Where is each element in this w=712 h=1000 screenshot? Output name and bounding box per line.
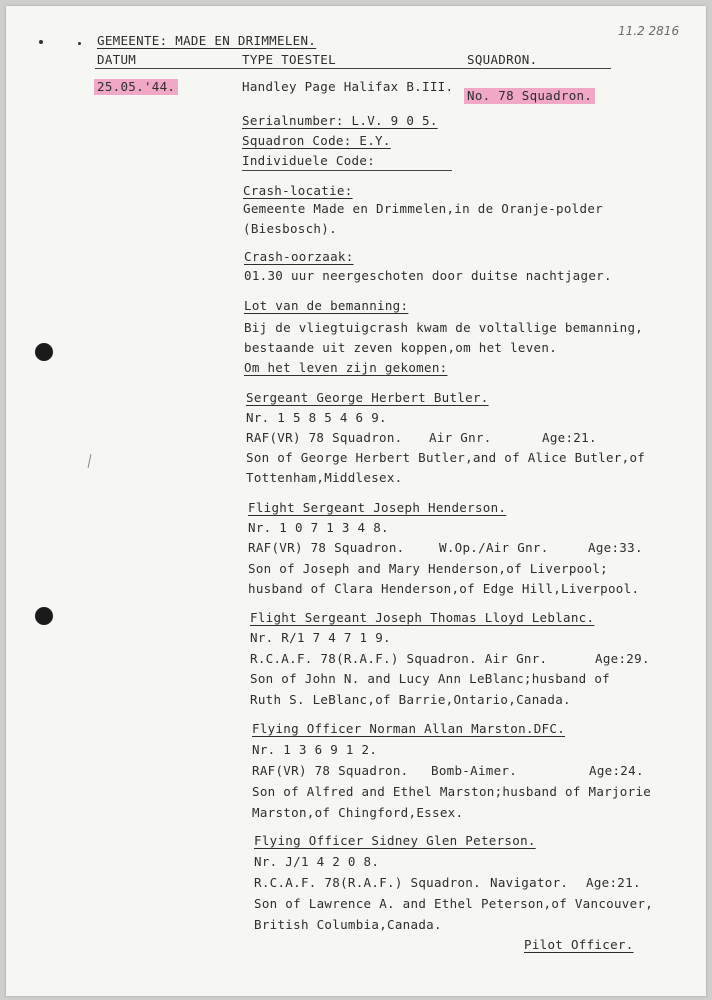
crew-age: Age:29. <box>595 651 650 666</box>
document-page <box>6 6 706 996</box>
continuation-footer: Pilot Officer. <box>524 937 634 952</box>
archive-number: 11.2 2816 <box>618 24 680 38</box>
column-type: TYPE TOESTEL <box>242 52 336 67</box>
column-datum: DATUM <box>97 52 137 67</box>
crash-location-line: Gemeente Made en Drimmelen,in de Oranje-polder <box>243 201 603 216</box>
crew-family: Son of John N. and Lucy Ann LeBlanc;husband of <box>250 671 610 686</box>
squadron-number: No. 78 Squadron. <box>464 88 595 104</box>
crash-cause-line: 01.30 uur neergeschoten door duitse nachtjager. <box>244 268 612 283</box>
squadron-code: Squadron Code: E.Y. <box>242 133 391 148</box>
crew-family: Marston,of Chingford,Essex. <box>252 805 464 820</box>
individual-code-line <box>242 170 452 171</box>
punch-hole <box>35 607 53 625</box>
crash-date: 25.05.'44. <box>94 79 178 95</box>
individual-code: Individuele Code: <box>242 153 376 168</box>
crew-name: Sergeant George Herbert Butler. <box>246 390 489 405</box>
crew-fate-line: Bij de vliegtuigcrash kwam de voltallige bemanning, <box>244 320 644 335</box>
aircraft-type: Handley Page Halifax B.III. <box>242 79 454 94</box>
crew-family: Son of George Herbert Butler,and of Alice Butler,of <box>246 450 646 465</box>
crew-family: Tottenham,Middlesex. <box>246 470 403 485</box>
crew-role: W.Op./Air Gnr. <box>439 540 549 555</box>
serial-number: Serialnumber: L.V. 9 0 5. <box>242 113 438 128</box>
punch-hole <box>35 343 53 361</box>
crash-cause-label: Crash-oorzaak: <box>244 249 354 264</box>
crew-family: Son of Joseph and Mary Henderson,of Liverpool; <box>248 561 608 576</box>
crew-age: Age:21. <box>542 430 597 445</box>
crew-fate-label: Lot van de bemanning: <box>244 298 409 313</box>
crew-name: Flight Sergeant Joseph Thomas Lloyd Leblanc. <box>250 610 595 625</box>
crew-unit: RAF(VR) 78 Squadron. <box>248 540 405 555</box>
gemeente-heading: GEMEENTE: MADE EN DRIMMELEN. <box>97 33 317 48</box>
column-squadron: SQUADRON. <box>467 52 538 67</box>
crew-name: Flight Sergeant Joseph Henderson. <box>248 500 507 515</box>
page-mark <box>39 40 43 44</box>
crew-age: Age:24. <box>589 763 644 778</box>
crew-age: Age:21. <box>586 875 641 890</box>
crash-location-label: Crash-locatie: <box>243 183 353 198</box>
crew-list-heading: Om het leven zijn gekomen: <box>244 360 448 375</box>
crew-role: Navigator. <box>490 875 569 890</box>
crew-family: Son of Lawrence A. and Ethel Peterson,of Vancouver, <box>254 896 654 911</box>
page-mark <box>78 42 81 45</box>
crew-family: Son of Alfred and Ethel Marston;husband of Marjorie <box>252 784 652 799</box>
crew-service-number: Nr. R/1 7 4 7 1 9. <box>250 630 391 645</box>
crew-name: Flying Officer Sidney Glen Peterson. <box>254 833 536 848</box>
crew-age: Age:33. <box>588 540 643 555</box>
crew-family: British Columbia,Canada. <box>254 917 442 932</box>
crew-family: husband of Clara Henderson,of Edge Hill,Liverpool. <box>248 581 640 596</box>
crew-unit: R.C.A.F. 78(R.A.F.) Squadron. Air Gnr. <box>250 651 548 666</box>
crash-location-line: (Biesbosch). <box>243 221 337 236</box>
crew-service-number: Nr. 1 0 7 1 3 4 8. <box>248 520 389 535</box>
crew-unit: R.C.A.F. 78(R.A.F.) Squadron. <box>254 875 481 890</box>
header-rule <box>95 68 611 69</box>
crew-service-number: Nr. 1 3 6 9 1 2. <box>252 742 378 757</box>
crew-family: Ruth S. LeBlanc,of Barrie,Ontario,Canada. <box>250 692 571 707</box>
crew-service-number: Nr. 1 5 8 5 4 6 9. <box>246 410 387 425</box>
crew-service-number: Nr. J/1 4 2 0 8. <box>254 854 380 869</box>
crew-name: Flying Officer Norman Allan Marston.DFC. <box>252 721 566 736</box>
crew-role: Air Gnr. <box>429 430 492 445</box>
crew-role: Bomb-Aimer. <box>431 763 518 778</box>
crew-unit: RAF(VR) 78 Squadron. <box>246 430 403 445</box>
crew-fate-line: bestaande uit zeven koppen,om het leven. <box>244 340 558 355</box>
pencil-mark <box>88 454 92 468</box>
crew-unit: RAF(VR) 78 Squadron. <box>252 763 409 778</box>
